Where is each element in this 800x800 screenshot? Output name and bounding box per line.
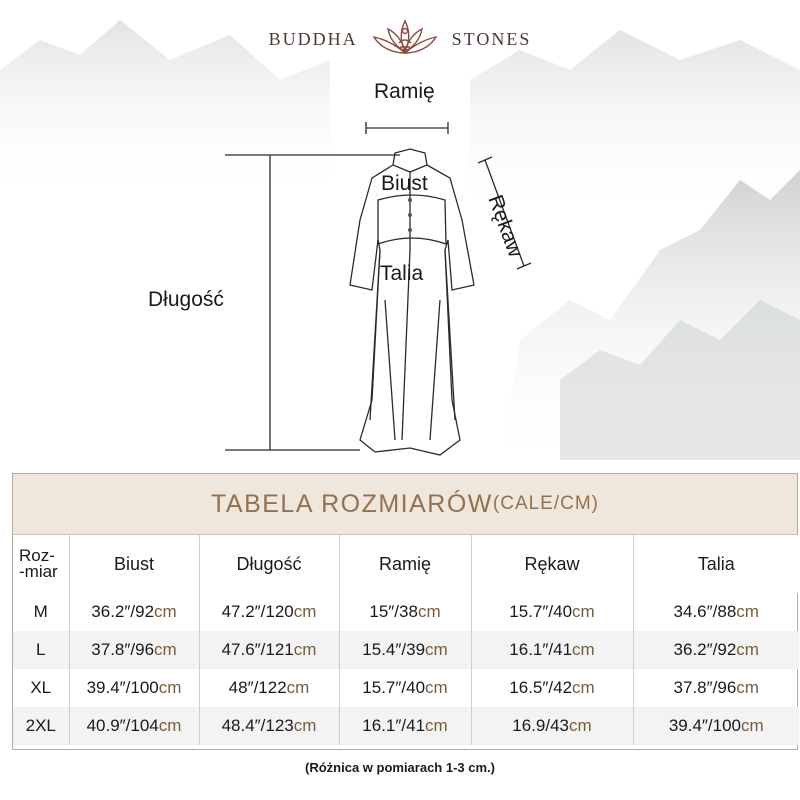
measure-unit: cm xyxy=(741,716,764,735)
measure-unit: cm xyxy=(425,716,448,735)
measure-value: 37.8″/96 xyxy=(91,640,155,659)
measure-unit: cm xyxy=(293,716,317,735)
measurement-note: (Różnica w pomiarach 1-3 cm.) xyxy=(305,760,495,775)
measure-value: 16.9/43 xyxy=(512,716,570,735)
measure-value: 39.4″/100 xyxy=(86,678,159,697)
label-length: Długość xyxy=(148,288,224,311)
measure-cell xyxy=(69,593,199,631)
measure-unit: cm xyxy=(572,602,595,621)
measure-cell xyxy=(69,707,199,745)
size-cell: L xyxy=(13,631,69,669)
measure-cell xyxy=(199,593,339,631)
measure-unit: cm xyxy=(425,678,448,697)
measure-unit: cm xyxy=(425,640,448,659)
measure-value: 34.6″/88 xyxy=(673,602,737,621)
measure-value: 15.7″/40 xyxy=(362,678,426,697)
table-title-unit: (CALE/CM) xyxy=(492,493,600,514)
header-waist: Talia xyxy=(633,535,799,593)
measure-unit: cm xyxy=(736,602,759,621)
measure-cell xyxy=(339,707,471,745)
table-row xyxy=(13,631,799,669)
logo-word-right: STONES xyxy=(451,28,532,49)
measure-cell xyxy=(471,669,633,707)
header-sleeve: Rękaw xyxy=(471,535,633,593)
header-length: Długość xyxy=(199,535,339,593)
measure-cell xyxy=(199,669,339,707)
measure-value: 15.4″/39 xyxy=(362,640,426,659)
table-title: TABELA ROZMIARÓW xyxy=(210,489,493,518)
header-size-line1: Roz- xyxy=(19,546,55,565)
size-chart-table xyxy=(12,473,798,750)
measure-unit: cm xyxy=(286,678,310,697)
measure-unit: cm xyxy=(569,716,592,735)
measure-cell xyxy=(339,593,471,631)
measure-unit: cm xyxy=(572,640,595,659)
measure-cell xyxy=(339,669,471,707)
measure-unit: cm xyxy=(736,678,759,697)
measure-unit: cm xyxy=(293,602,317,621)
measure-cell xyxy=(633,631,799,669)
measure-unit: cm xyxy=(158,716,182,735)
measure-unit: cm xyxy=(158,678,182,697)
measure-value: 15.7″/40 xyxy=(509,602,573,621)
label-sleeve: Rękaw xyxy=(483,192,527,261)
header-size xyxy=(13,535,69,593)
measure-value: 16.5″/42 xyxy=(509,678,573,697)
measure-unit: cm xyxy=(417,602,441,621)
table-row xyxy=(13,669,799,707)
measure-cell xyxy=(69,669,199,707)
measure-cell xyxy=(471,631,633,669)
table-row xyxy=(13,593,799,631)
measure-cell xyxy=(633,593,799,631)
header-size-line2: -miar xyxy=(19,562,58,581)
measure-value: 16.1″/41 xyxy=(362,716,426,735)
size-cell: M xyxy=(13,593,69,631)
table-header-row xyxy=(13,535,799,593)
measure-value: 39.4″/100 xyxy=(668,716,742,735)
measure-value: 40.9″/104 xyxy=(86,716,159,735)
label-bust: Biust xyxy=(381,172,428,195)
measure-cell xyxy=(339,631,471,669)
measure-unit: cm xyxy=(736,640,759,659)
measure-value: 47.6″/121 xyxy=(221,640,294,659)
measure-cell xyxy=(471,707,633,745)
measure-unit: cm xyxy=(572,678,595,697)
measure-value: 16.1″/41 xyxy=(509,640,573,659)
measure-value: 48″/122 xyxy=(228,678,287,697)
size-cell: XL xyxy=(13,669,69,707)
label-shoulder: Ramię xyxy=(374,80,435,103)
measure-value: 37.8″/96 xyxy=(673,678,737,697)
header-bust: Biust xyxy=(69,535,199,593)
table-title-row xyxy=(13,474,797,535)
measure-unit: cm xyxy=(154,602,177,621)
measure-unit: cm xyxy=(293,640,317,659)
measure-value: 48.4″/123 xyxy=(221,716,294,735)
size-cell: 2XL xyxy=(13,707,69,745)
table-row xyxy=(13,707,799,745)
measure-cell xyxy=(471,593,633,631)
measure-cell xyxy=(199,631,339,669)
measure-value: 15″/38 xyxy=(369,602,418,621)
label-waist: Talia xyxy=(380,262,424,285)
measure-cell xyxy=(633,707,799,745)
measure-cell xyxy=(199,707,339,745)
size-table xyxy=(13,535,799,745)
measure-unit: cm xyxy=(154,640,177,659)
logo-word-left: BUDDHA xyxy=(268,28,358,49)
header-shoulder: Ramię xyxy=(339,535,471,593)
measure-value: 36.2″/92 xyxy=(91,602,155,621)
measure-cell xyxy=(633,669,799,707)
measure-value: 36.2″/92 xyxy=(673,640,737,659)
measure-value: 47.2″/120 xyxy=(221,602,294,621)
measure-cell xyxy=(69,631,199,669)
